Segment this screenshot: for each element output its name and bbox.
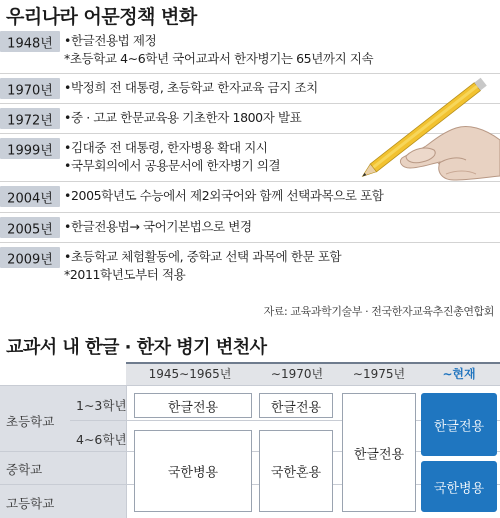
level-elementary: 초등학교 <box>6 414 55 429</box>
year-label: 1948년 <box>0 31 60 52</box>
timeline-notes <box>64 139 280 175</box>
year-label: 2005년 <box>0 217 60 238</box>
cell-mixed-parallel: 국한병용 <box>134 430 252 512</box>
timeline-notes <box>64 79 318 97</box>
year-label: 1972년 <box>0 108 60 129</box>
year-label: 1999년 <box>0 138 60 159</box>
year-label: 2004년 <box>0 186 60 207</box>
cell-mixed-script: 국한혼용 <box>259 430 333 512</box>
year-label: 2009년 <box>0 247 60 268</box>
cell-hangul-only: 한글전용 <box>342 393 416 512</box>
period-header: ∼1970년 <box>270 367 324 381</box>
timeline-notes <box>64 187 383 205</box>
divider <box>0 385 500 386</box>
notation-history-table <box>0 362 500 518</box>
note-line: •박정희 전 대통령, 초등학교 한자교육 금지 조치 <box>64 80 318 95</box>
level-middle: 중학교 <box>6 462 43 477</box>
timeline-notes <box>64 109 301 127</box>
timeline-row <box>0 214 500 243</box>
section-title: 교과서 내 한글 · 한자 병기 변천사 <box>6 337 267 358</box>
note-line: *초등학교 4∼6학년 국어교과서 한자병기는 65년까지 지속 <box>64 51 374 66</box>
period-header-current: ∼현재 <box>442 367 476 381</box>
source-note: 자료: 교육과학기술부 · 전국한자교육추진총연합회 <box>263 305 494 318</box>
period-header: 1945∼1965년 <box>148 367 232 381</box>
year-label: 1970년 <box>0 78 60 99</box>
note-line: •한글전용법 제정 <box>64 33 157 48</box>
cell-current-secondary: 국한병용 <box>421 461 497 512</box>
note-line: •김대중 전 대통령, 한자병용 확대 지시 <box>64 140 268 155</box>
cell-hangul-only: 한글전용 <box>134 393 252 418</box>
timeline-notes <box>64 248 341 284</box>
page-title: 우리나라 어문정책 변화 <box>6 6 197 28</box>
cell-current-elementary: 한글전용 <box>421 393 497 456</box>
grade-high: 4∼6학년 <box>76 432 127 447</box>
period-header: ∼1975년 <box>352 367 406 381</box>
timeline-notes <box>64 32 373 68</box>
cell-hangul-only: 한글전용 <box>259 393 333 418</box>
note-line: *2011학년도부터 적용 <box>64 267 186 282</box>
note-line: •국무회의에서 공용문서에 한자병기 의결 <box>64 158 281 173</box>
grade-low: 1∼3학년 <box>76 398 127 413</box>
timeline-row <box>0 244 500 294</box>
note-line: •2005학년도 수능에서 제2외국어와 함께 선택과목으로 포함 <box>64 188 384 203</box>
pencil-hand-illustration <box>346 28 500 198</box>
note-line: •중 · 고교 한문교육용 기초한자 1800자 발표 <box>64 110 302 125</box>
note-line: •한글전용법→ 국어기본법으로 변경 <box>64 219 252 234</box>
timeline-notes <box>64 218 252 236</box>
level-high: 고등학교 <box>6 496 55 511</box>
note-line: •초등학교 체험활동에, 중학교 선택 과목에 한문 포함 <box>64 249 342 264</box>
